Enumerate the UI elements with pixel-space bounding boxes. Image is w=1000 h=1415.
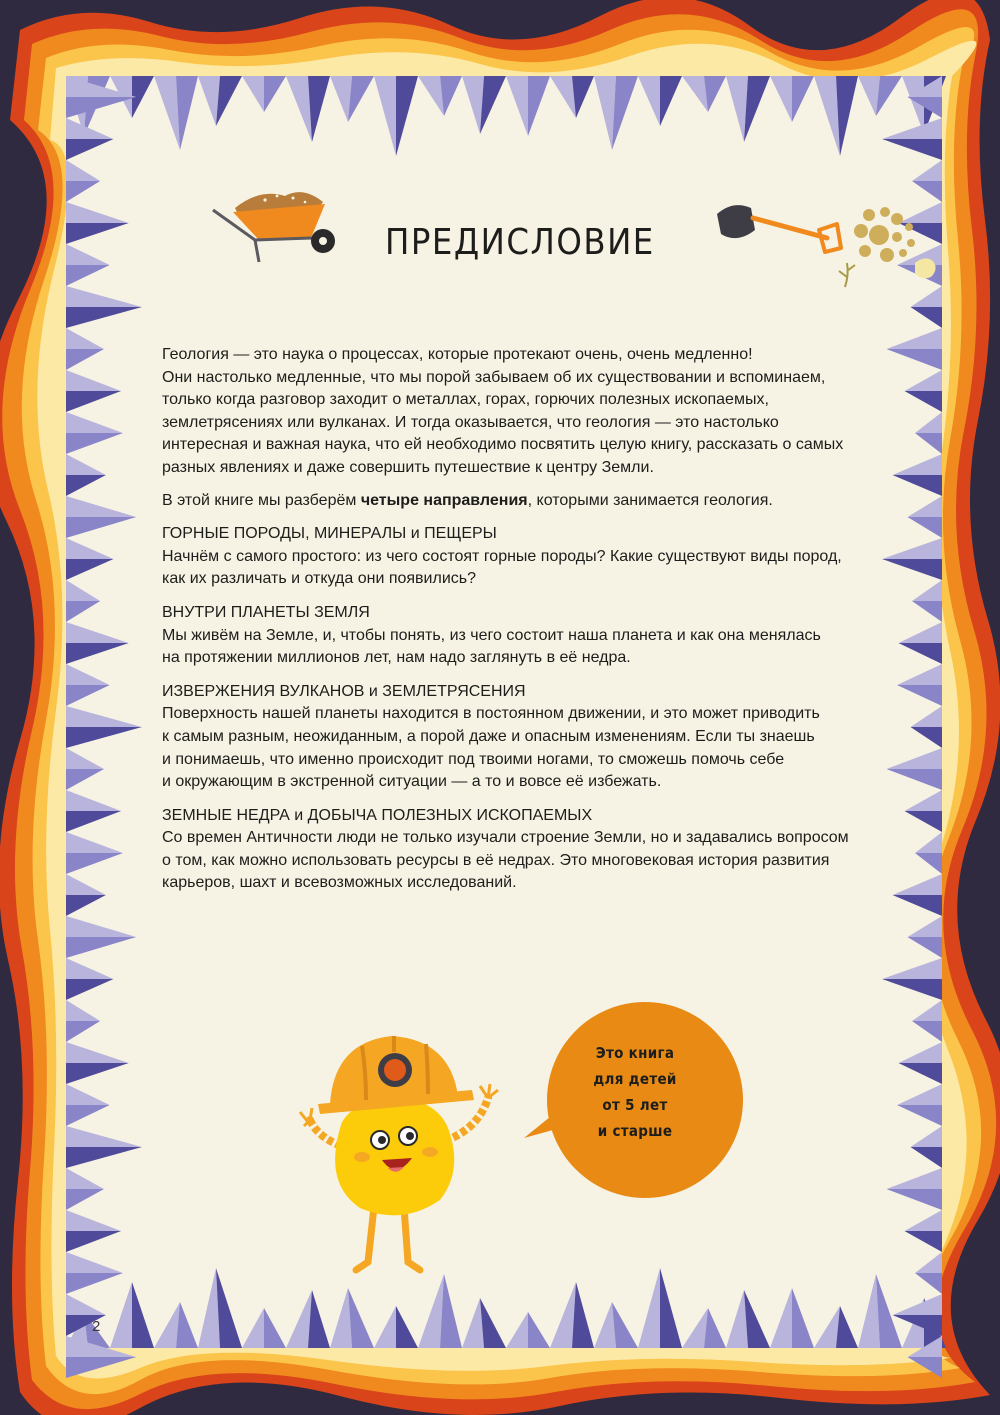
summary-after: , которыми занимается геология.: [527, 491, 773, 509]
section-line: к самым разным, неожиданным, а порой даже и опасным изменениям. Если ты знаешь: [162, 727, 815, 745]
section-line: как их различать и откуда они появились?: [162, 570, 476, 588]
section-line: Поверхность нашей планеты находится в постоянном движении, и это может приводить: [162, 705, 820, 723]
page-number: 2: [92, 1318, 101, 1335]
gold-nuggets-icon: [835, 205, 945, 295]
section-line: на протяжении миллионов лет, нам надо заглянуть в её недра.: [162, 649, 631, 667]
section-line: карьеров, шахт и всевозможных исследований.: [162, 874, 517, 892]
mascot-miner-illustration: [282, 1012, 512, 1282]
page-title: ПРЕДИСЛОВИЕ: [385, 222, 655, 263]
section-line: Мы живём на Земле, и, чтобы понять, из чего состоит наша планета и как она менялась: [162, 626, 821, 644]
section-title: ЗЕМНЫЕ НЕДРА и ДОБЫЧА ПОЛЕЗНЫХ ИСКОПАЕМЫХ: [162, 806, 593, 824]
intro-line: Геология — это наука о процессах, которые протекают очень, очень медленно!: [162, 346, 753, 363]
age-label: [560, 1040, 710, 1144]
age-label-line: от 5 лет: [602, 1096, 668, 1114]
wheelbarrow-icon: [205, 180, 340, 270]
section-line: Со времен Античности люди не только изучали строение Земли, но и задавались вопросом: [162, 829, 849, 847]
age-label-line: Это книга: [595, 1044, 675, 1062]
intro-line: разных явлениях и даже совершить путешествие к центру Земли.: [162, 458, 654, 476]
section-line: и понимаешь, что именно происходит под твоими ногами, то сможешь помочь себе: [162, 750, 785, 768]
section-line: и окружающим в экстренной ситуации — а то и вовсе её избежать.: [162, 773, 662, 791]
shovel-icon: [715, 200, 845, 260]
summary-before: В этой книге мы разберём: [162, 491, 361, 509]
section-title: ИЗВЕРЖЕНИЯ ВУЛКАНОВ и ЗЕМЛЕТРЯСЕНИЯ: [162, 682, 526, 700]
section-title: ГОРНЫЕ ПОРОДЫ, МИНЕРАЛЫ и ПЕЩЕРЫ: [162, 525, 497, 543]
intro-line: только когда разговор заходит о металлах, горах, горючих полезных ископаемых,: [162, 391, 769, 409]
summary-paragraph: [162, 490, 907, 513]
preface-text: [162, 344, 907, 895]
section-line: Начнём с самого простого: из чего состоят горные породы? Какие существуют виды пород,: [162, 547, 842, 565]
intro-line: интересная и важная наука, что ей необходимо посвятить целую книгу, рассказать о самых: [162, 436, 844, 454]
section-line: о том, как можно использовать ресурсы в её недрах. Это многовековая история развития: [162, 851, 830, 869]
age-label-line: для детей: [593, 1070, 677, 1088]
age-label-line: и старше: [597, 1122, 673, 1140]
intro-line: землетрясениях или вулканах. И тогда оказывается, что геология — это настолько: [162, 413, 779, 431]
intro-line: Они настолько медленные, что мы порой забываем об их существовании и вспоминаем,: [162, 368, 826, 386]
section-title: ВНУТРИ ПЛАНЕТЫ ЗЕМЛЯ: [162, 603, 370, 621]
summary-bold: четыре направления: [360, 491, 528, 509]
